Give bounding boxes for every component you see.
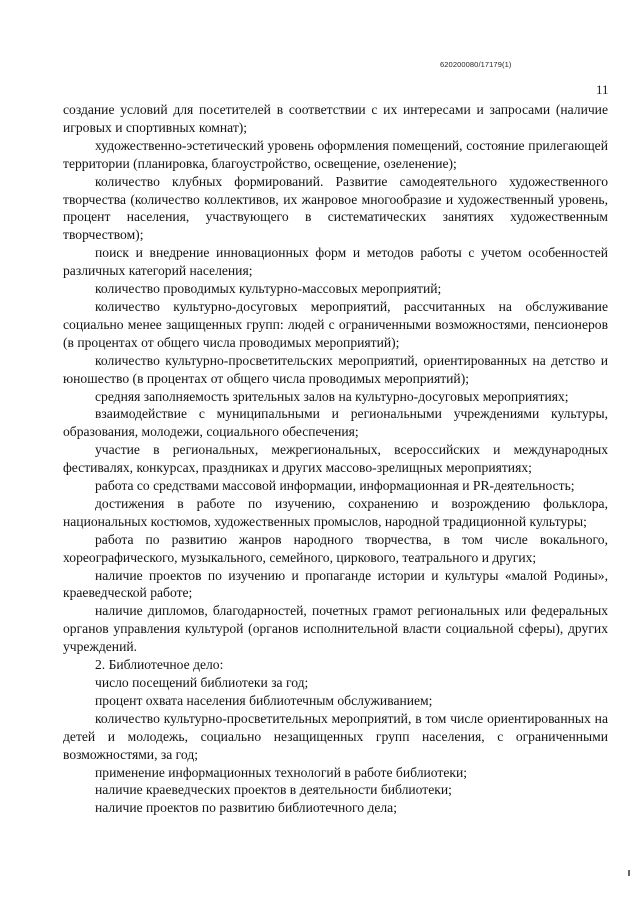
scan-edge-mark [628,870,630,876]
paragraph: количество проводимых культурно-массовых мероприятий; [95,281,442,297]
paragraph: поиск и внедрение инновационных форм и методов работы с учетом особенностей различных категорий населения; [63,245,608,279]
paragraph: число посещений библиотеки за год; [95,675,309,690]
page-number: 11 [596,82,609,97]
paragraph: достижения в работе по изучению, сохранению и возрождению фольклора, национальных костюмов, художественных промыслов, народной традиционной культуры; [63,495,608,529]
paragraph: наличие дипломов, благодарностей, почетных грамот региональных или федеральных органов управления культурой (органов исполнительной власти социальной сферы), других учреждений. [63,603,608,655]
paragraph: количество культурно-досуговых мероприятий, рассчитанных на обслуживание социально менее защищенных групп: людей с ограниченными возможностями, пенсионеров (в процентах от общего числа проводимых мероприятий); [63,298,608,350]
paragraph: участие в региональных, межрегиональных, всероссийских и международных фестивалях, конкурсах, праздниках и других массово-зрелищных мероприятиях; [63,442,608,476]
paragraph: создание условий для посетителей в соответствии с их интересами и запросами (наличие игровых и спортивных комнат); [63,102,608,135]
paragraph: средняя заполняемость зрительных залов на культурно-досуговых мероприятиях; [95,388,569,404]
paragraph: применение информационных технологий в работе библиотеки; [95,764,468,780]
paragraph: наличие проектов по развитию библиотечного дела; [95,800,397,816]
paragraph: количество культурно-просветительных мероприятий, в том числе ориентированных на детей и молодежь, социально незащищенных групп населения, с ограниченными возможностями, за год; [63,710,608,762]
paragraph: работа со средствами массовой информации, информационная и PR-деятельность; [95,478,575,494]
document-code: 620200080/17179(1) [440,60,512,69]
body-text [63,101,608,817]
paragraph: художественно-эстетический уровень оформления помещений, состояние прилегающей территории (планировка, благоустройство, освещение, озеленение); [63,137,608,171]
section-heading-library: 2. Библиотечное дело: [95,657,224,673]
paragraph: количество клубных формирований. Развитие самодеятельного художественного творчества (количество коллективов, их жанровое многообразие и художественный уровень, процент населения, участвующего в систематических занятиях художественным творчеством); [63,173,608,243]
paragraph: работа по развитию жанров народного творчества, в том числе вокального, хореографического, музыкального, семейного, циркового, театрального и других; [63,531,608,565]
paragraph: взаимодействие с муниципальными и региональными учреждениями культуры, образования, молодежи, социального обеспечения; [63,406,608,440]
paragraph: процент охвата населения библиотечным обслуживанием; [95,692,433,708]
paragraph: наличие проектов по изучению и пропаганде истории и культуры «малой Родины», краеведческой работе; [63,567,608,601]
paragraph: наличие краеведческих проектов в деятельности библиотеки; [95,782,452,798]
paragraph: количество культурно-просветительских мероприятий, ориентированных на детство и юношество (в процентах от общего числа проводимых мероприятий); [63,352,608,386]
